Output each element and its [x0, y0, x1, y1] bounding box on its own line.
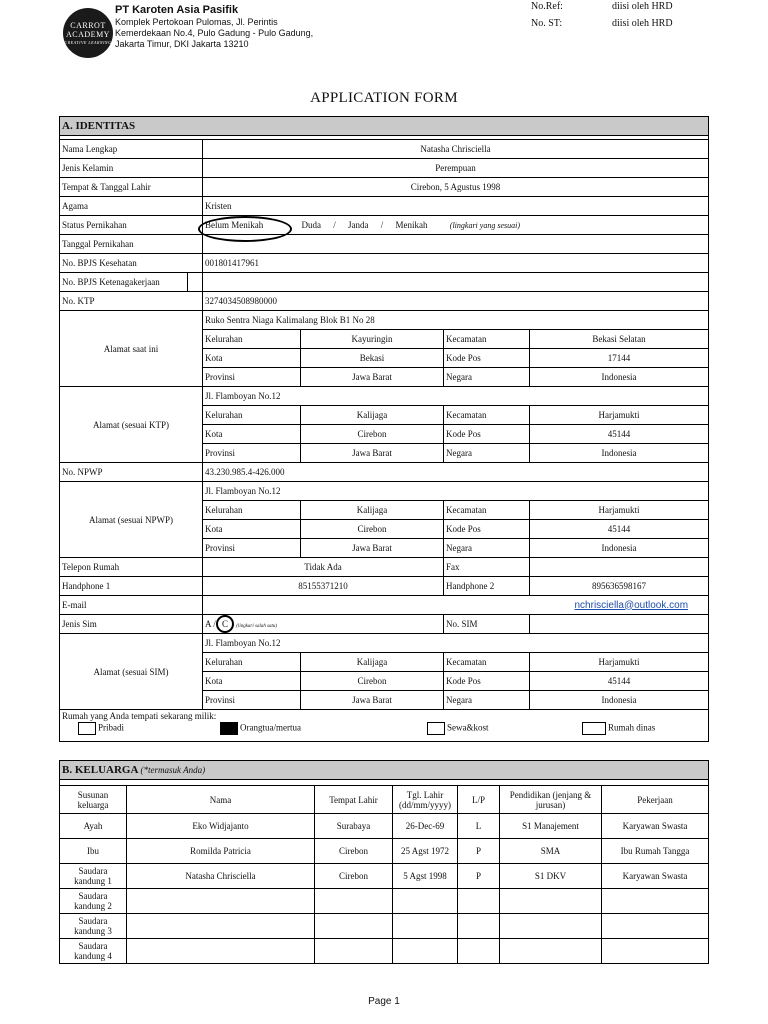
alamat-sim-kota[interactable]: Cirebon: [301, 672, 444, 691]
table-row: Saudara kandung 2: [60, 889, 709, 914]
page-number: Page 1: [368, 996, 400, 1007]
sim-hint: (lingkari salah satu): [236, 624, 278, 629]
alamat-sim-prov[interactable]: Jawa Barat: [301, 691, 444, 710]
sim-opt-c[interactable]: C: [216, 615, 234, 633]
field-jenis-kelamin[interactable]: Perempuan: [203, 159, 709, 178]
ref-label: No.Ref:: [531, 1, 563, 12]
label-alamat-now: Alamat saat ini: [60, 311, 203, 387]
rumah-row: [60, 710, 709, 742]
alamat-npwp-kota[interactable]: Cirebon: [301, 520, 444, 539]
alamat-ktp-kel[interactable]: Kalijaga: [301, 406, 444, 425]
table-row: Ayah Eko Widjajanto Surabaya 26-Dec-69 L S1 Manajement Karyawan Swasta: [60, 814, 709, 839]
family-header: Pendidikan (jenjang & jurusan): [500, 786, 602, 814]
family-table: [59, 785, 709, 964]
alamat-ktp-kodepos[interactable]: 45144: [530, 425, 709, 444]
alamat-ktp-prov[interactable]: Jawa Barat: [301, 444, 444, 463]
label-alamat-ktp: Alamat (sesuai KTP): [60, 387, 203, 463]
st-value: diisi oleh HRD: [612, 18, 673, 29]
label-email: E-mail: [60, 596, 203, 615]
selection-oval-status: [198, 216, 292, 242]
alamat-sim-street[interactable]: Jl. Flamboyan No.12: [203, 634, 709, 653]
label-agama: Agama: [60, 197, 203, 216]
family-header-row: [60, 786, 709, 814]
field-fax[interactable]: [530, 558, 709, 577]
family-header: L/P: [458, 786, 500, 814]
label-fax: Fax: [444, 558, 530, 577]
label-npwp: No. NPWP: [60, 463, 203, 482]
company-address-3: Jakarta Timur, DKI Jakarta 13210: [115, 39, 249, 49]
alamat-npwp-negara[interactable]: Indonesia: [530, 539, 709, 558]
field-status[interactable]: Belum Menikah Duda / Janda / Menikah (lingkari yang sesuai): [203, 216, 709, 235]
logo-text-small: CREATIVE LEARNING: [64, 40, 112, 45]
label-ttl: Tempat & Tanggal Lahir: [60, 178, 203, 197]
field-ktp[interactable]: 3274034508980000: [203, 292, 709, 311]
alamat-ktp-negara[interactable]: Indonesia: [530, 444, 709, 463]
section-a-title: A. IDENTITAS: [60, 117, 709, 136]
alamat-npwp-kec[interactable]: Harjamukti: [530, 501, 709, 520]
alamat-sim-kodepos[interactable]: 45144: [530, 672, 709, 691]
alamat-sim-negara[interactable]: Indonesia: [530, 691, 709, 710]
status-opt-duda[interactable]: Duda: [301, 220, 321, 230]
company-logo: [63, 8, 113, 58]
alamat-now-kec[interactable]: Bekasi Selatan: [530, 330, 709, 349]
company-address-1: Komplek Pertokoan Pulomas, Jl. Perintis: [115, 17, 278, 27]
alamat-now-negara[interactable]: Indonesia: [530, 368, 709, 387]
alamat-ktp-street[interactable]: Jl. Flamboyan No.12: [203, 387, 709, 406]
alamat-now-street[interactable]: Ruko Sentra Niaga Kalimalang Blok B1 No 28: [203, 311, 709, 330]
family-header: Pekerjaan: [602, 786, 709, 814]
company-info: [115, 4, 313, 50]
family-header: Tempat Lahir: [315, 786, 393, 814]
checkbox-dinas[interactable]: [582, 722, 606, 735]
field-nama[interactable]: Natasha Chrisciella: [203, 140, 709, 159]
field-npwp[interactable]: 43.230.985.4-426.000: [203, 463, 709, 482]
field-ttl[interactable]: Cirebon, 5 Agustus 1998: [203, 178, 709, 197]
alamat-npwp-street[interactable]: Jl. Flamboyan No.12: [203, 482, 709, 501]
label-hp1: Handphone 1: [60, 577, 203, 596]
identitas-table: A. IDENTITAS Nama Lengkap Natasha Chrisciella Jenis Kelamin Perempuan Tempat & Tanggal Lahir Cirebon, 5 Agustus 1998 Agama Kristen Status Pernikahan Belum Menikah Duda / Janda / Menikah (lingkari yang sesuai) Tanggal Pernikahan No. BPJS Kesehatan 001801417961 No. BPJS Ketenagakerjaan No. KTP 3274034508980000 Alamat saat ini Ruko Sentra Niaga Kalimalang Blok B1 No 28 Kelurahan Kayuringin Kecamatan Bekasi Selatan Kota Bekasi Kode Pos 17144 Provinsi Jawa Barat Negara Indonesia Alamat (sesuai KTP) Jl. Flamboyan No.12 Kelurahan Kalijaga Kecamatan Harjamukti Kota Cirebon Kode Pos 45144 Provinsi Jawa Barat Negara Indonesia No. NPWP 43.230.985.4-426.000 Alamat (sesuai NPWP) Jl. Flamboyan No.12 Kelurahan Kalijaga Kecamatan Harjamukti Kota Cirebon Kode Pos 45144 Provinsi Jawa Barat Negara Indonesia Telepon Rumah Tidak Ada Fax Handphone 1 85155371210 Handphone 2 895636598167 E-mail nchrisciella@outlook.com Jenis Sim A / C (lingkari salah satu) No. SIM Alamat (sesuai SIM) Jl. Flamboyan No.12 Kelurahan Kalijaga Kecamatan Harjamukti Kota Cirebon Kode Pos 45144 Provinsi Jawa Barat Negara Indonesia Rumah yang Anda tempati sekarang milik: Pribadi Orangtua/mertua Sewa&kost Rumah dinas: [59, 116, 709, 742]
section-b-title: B. KELUARGA (*termasuk Anda): [60, 761, 709, 780]
field-email[interactable]: nchrisciella@outlook.com: [203, 596, 709, 615]
status-opt-menikah[interactable]: Menikah: [395, 220, 428, 230]
logo-text-2: ACADEMY: [66, 30, 110, 39]
company-name: PT Karoten Asia Pasifik: [115, 4, 239, 16]
label-alamat-npwp: Alamat (sesuai NPWP): [60, 482, 203, 558]
label-tgl-nikah: Tanggal Pernikahan: [60, 235, 203, 254]
alamat-sim-kec[interactable]: Harjamukti: [530, 653, 709, 672]
company-address-2: Kemerdekaan No.4, Pulo Gadung - Pulo Gadung,: [115, 28, 314, 38]
form-title: APPLICATION FORM: [310, 90, 458, 106]
field-telp[interactable]: Tidak Ada: [203, 558, 444, 577]
label-nosim: No. SIM: [444, 615, 530, 634]
field-hp1[interactable]: 85155371210: [203, 577, 444, 596]
table-row: Saudara kandung 4: [60, 939, 709, 964]
label-hp2: Handphone 2: [444, 577, 530, 596]
field-bpjs-tk[interactable]: [188, 273, 203, 291]
alamat-now-prov[interactable]: Jawa Barat: [301, 368, 444, 387]
field-sim[interactable]: [203, 615, 444, 634]
label-nama: Nama Lengkap: [60, 140, 203, 159]
table-row: Ibu Romilda Patricia Cirebon 25 Agst 1972 P SMA Ibu Rumah Tangga: [60, 839, 709, 864]
sim-opt-a[interactable]: A /: [205, 619, 216, 629]
alamat-npwp-prov[interactable]: Jawa Barat: [301, 539, 444, 558]
logo-text-1: CARROT: [70, 21, 106, 30]
field-hp2[interactable]: 895636598167: [530, 577, 709, 596]
field-nosim[interactable]: [530, 615, 709, 634]
rumah-opt-orangtua[interactable]: Orangtua/mertua: [220, 722, 301, 735]
field-bpjs-kes[interactable]: 001801417961: [203, 254, 709, 273]
alamat-ktp-kota[interactable]: Cirebon: [301, 425, 444, 444]
alamat-sim-kel[interactable]: Kalijaga: [301, 653, 444, 672]
status-opt-janda[interactable]: Janda: [348, 220, 369, 230]
family-header: Tgl. Lahir (dd/mm/yyyy): [393, 786, 458, 814]
section-b-subtitle: (*termasuk Anda): [140, 765, 206, 775]
family-header: Susunan keluarga: [60, 786, 127, 814]
status-opt-belum[interactable]: Belum Menikah: [205, 220, 264, 230]
alamat-npwp-kel[interactable]: Kalijaga: [301, 501, 444, 520]
label-telp: Telepon Rumah: [60, 558, 203, 577]
alamat-ktp-kec[interactable]: Harjamukti: [530, 406, 709, 425]
label-rumah: Rumah yang Anda tempati sekarang milik:: [62, 711, 217, 721]
alamat-now-kel[interactable]: Kayuringin: [301, 330, 444, 349]
alamat-now-kodepos[interactable]: 17144: [530, 349, 709, 368]
label-alamat-sim: Alamat (sesuai SIM): [60, 634, 203, 710]
checkbox-pribadi[interactable]: [78, 722, 96, 735]
alamat-now-kota[interactable]: Bekasi: [301, 349, 444, 368]
checkbox-sewa[interactable]: [427, 722, 445, 735]
label-bpjs-tk: No. BPJS Ketenagakerjaan: [60, 273, 188, 291]
rumah-opt-dinas[interactable]: Rumah dinas: [582, 722, 655, 735]
label-jenis-kelamin: Jenis Kelamin: [60, 159, 203, 178]
label-ktp: No. KTP: [60, 292, 203, 311]
keluarga-table: [59, 760, 709, 786]
table-row: Saudara kandung 1 Natasha Chrisciella Cirebon 5 Agst 1998 P S1 DKV Karyawan Swasta: [60, 864, 709, 889]
ref-value: diisi oleh HRD: [612, 1, 673, 12]
alamat-npwp-kodepos[interactable]: 45144: [530, 520, 709, 539]
label-sim: Jenis Sim: [60, 615, 203, 634]
field-agama[interactable]: Kristen: [203, 197, 709, 216]
st-label: No. ST:: [531, 18, 563, 29]
label-bpjs-kes: No. BPJS Kesehatan: [60, 254, 203, 273]
table-row: Saudara kandung 3: [60, 914, 709, 939]
family-header: Nama: [127, 786, 315, 814]
rumah-opt-pribadi[interactable]: Pribadi: [78, 722, 124, 735]
label-status: Status Pernikahan: [60, 216, 203, 235]
rumah-opt-sewa[interactable]: Sewa&kost: [427, 722, 489, 735]
checkbox-orangtua-checked[interactable]: [220, 722, 238, 735]
status-hint: (lingkari yang sesuai): [449, 221, 520, 230]
